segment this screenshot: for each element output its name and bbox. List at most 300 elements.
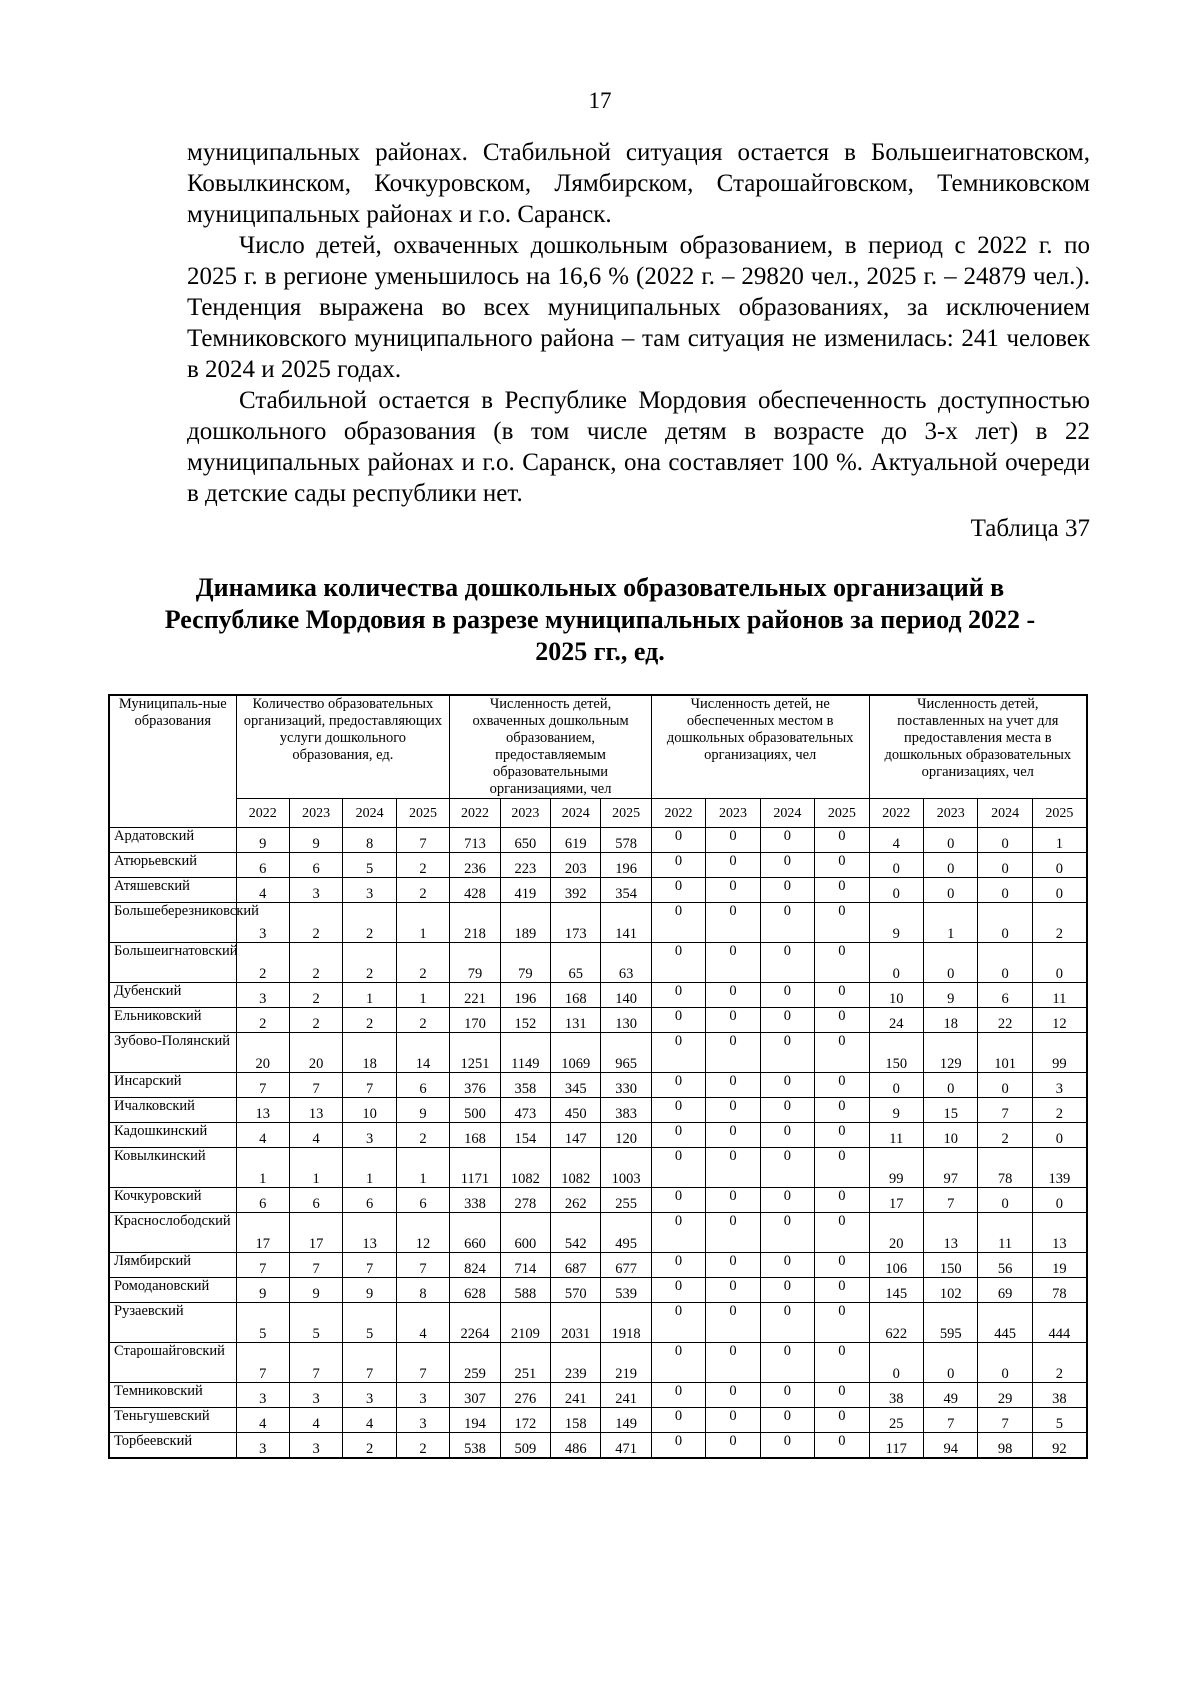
group-header-children-covered: Численность детей, охваченных дошкольным образованием, предоставляемым образовательными организациями, чел (450, 695, 652, 799)
table-cell: 0 (706, 1253, 760, 1278)
table-cell: 0 (706, 1188, 760, 1213)
table-cell: 4 (343, 1408, 396, 1433)
table-cell: 102 (923, 1278, 977, 1303)
table-cell: 7 (923, 1408, 977, 1433)
table-cell: 120 (601, 1123, 651, 1148)
table-cell: 129 (923, 1033, 977, 1073)
table-cell: 0 (815, 1148, 869, 1188)
table-cell: 1 (343, 1148, 396, 1188)
municipality-name: Большеберезниковский (109, 903, 236, 943)
table-cell: 196 (500, 983, 550, 1008)
table-header-row (109, 695, 1087, 799)
table-cell: 6 (343, 1188, 396, 1213)
table-cell: 330 (601, 1073, 651, 1098)
table-cell: 0 (815, 1123, 869, 1148)
table-cell: 12 (1032, 1008, 1087, 1033)
table-cell: 714 (500, 1253, 550, 1278)
table-cell: 1 (396, 903, 449, 943)
paragraph: Число детей, охваченных дошкольным образованием, в период с 2022 г. по 2025 г. в регионе уменьшилось на 16,6 % (2022 г. – 29820 чел., 2025 г. – 24879 чел.). Тенденция выражена во всех муниципальных образованиях, за исключением Темниковского муниципального района – там ситуация не изменилась: 241 человек в 2024 и 2025 годах. (187, 232, 1090, 383)
table-cell: 376 (450, 1073, 500, 1098)
group-header-children-unprovided: Численность детей, не обеспеченных местом в дошкольных образовательных организациях, чел (651, 695, 869, 799)
table-cell: 0 (651, 1213, 705, 1253)
table-cell: 0 (815, 1033, 869, 1073)
table-cell: 7 (289, 1253, 342, 1278)
municipality-name: Инсарский (109, 1073, 236, 1098)
table-cell: 78 (1032, 1278, 1087, 1303)
table-cell: 131 (551, 1008, 601, 1033)
table-cell: 63 (601, 943, 651, 983)
table-cell: 7 (396, 828, 449, 853)
table-cell: 9 (396, 1098, 449, 1123)
table-cell: 2 (1032, 1343, 1087, 1383)
table-cell: 154 (500, 1123, 550, 1148)
table-cell: 2 (396, 1433, 449, 1458)
table-cell: 99 (1032, 1033, 1087, 1073)
year-header: 2022 (869, 799, 923, 828)
table-cell: 29 (978, 1383, 1032, 1408)
table-cell: 428 (450, 878, 500, 903)
table-row (109, 1098, 1087, 1123)
table-cell: 4 (236, 1123, 289, 1148)
table-cell: 17 (289, 1213, 342, 1253)
table-cell: 150 (923, 1253, 977, 1278)
table-cell: 139 (1032, 1148, 1087, 1188)
table-cell: 158 (551, 1408, 601, 1433)
table-cell: 628 (450, 1278, 500, 1303)
table-cell: 0 (815, 1098, 869, 1123)
table-cell: 0 (706, 983, 760, 1008)
table-cell: 6 (289, 853, 342, 878)
table-cell: 0 (760, 1433, 814, 1458)
year-header: 2024 (343, 799, 396, 828)
table-cell: 241 (551, 1383, 601, 1408)
table-cell: 2109 (500, 1303, 550, 1343)
year-header: 2025 (396, 799, 449, 828)
table-cell: 570 (551, 1278, 601, 1303)
table-cell: 0 (651, 1278, 705, 1303)
table-cell: 0 (978, 1188, 1032, 1213)
table-cell: 9 (923, 983, 977, 1008)
table-cell: 140 (601, 983, 651, 1008)
table-cell: 194 (450, 1408, 500, 1433)
table-cell: 0 (760, 1033, 814, 1073)
table-cell: 0 (760, 828, 814, 853)
table-cell: 3 (396, 1408, 449, 1433)
table-cell: 0 (1032, 1123, 1087, 1148)
table-number: Таблица 37 (970, 515, 1090, 542)
table-cell: 358 (500, 1073, 550, 1098)
table-cell: 5 (1032, 1408, 1087, 1433)
table-cell: 7 (343, 1253, 396, 1278)
municipality-name: Большеигнатовский (109, 943, 236, 983)
table-cell: 600 (500, 1213, 550, 1253)
table-cell: 7 (236, 1343, 289, 1383)
table-cell: 7 (396, 1253, 449, 1278)
municipality-name: Кадошкинский (109, 1123, 236, 1148)
table-cell: 152 (500, 1008, 550, 1033)
table-cell: 147 (551, 1123, 601, 1148)
table-cell: 7 (289, 1343, 342, 1383)
table-cell: 0 (760, 1188, 814, 1213)
table-cell: 0 (706, 1433, 760, 1458)
municipality-name: Кочкуровский (109, 1188, 236, 1213)
table-cell: 3 (396, 1383, 449, 1408)
table-cell: 11 (1032, 983, 1087, 1008)
table-cell: 56 (978, 1253, 1032, 1278)
table-cell: 189 (500, 903, 550, 943)
table-cell: 3 (1032, 1073, 1087, 1098)
table-cell: 2 (396, 853, 449, 878)
table-cell: 0 (1032, 853, 1087, 878)
table-cell: 145 (869, 1278, 923, 1303)
table-cell: 0 (869, 853, 923, 878)
table-row (109, 943, 1087, 983)
table-cell: 13 (236, 1098, 289, 1123)
table-cell: 9 (236, 828, 289, 853)
table-cell: 8 (396, 1278, 449, 1303)
table-cell: 0 (651, 1033, 705, 1073)
table-cell: 0 (651, 1148, 705, 1188)
table-cell: 824 (450, 1253, 500, 1278)
table-cell: 0 (760, 1303, 814, 1343)
table-cell: 17 (869, 1188, 923, 1213)
table-cell: 0 (706, 878, 760, 903)
table-cell: 0 (923, 943, 977, 983)
table-cell: 94 (923, 1433, 977, 1458)
table-cell: 1003 (601, 1148, 651, 1188)
table-year-row (109, 799, 1087, 828)
group-header-organizations: Количество образовательных организаций, предоставляющих услуги дошкольного образования, ед. (236, 695, 450, 799)
table-cell: 0 (706, 943, 760, 983)
table-cell: 0 (706, 1008, 760, 1033)
table-cell: 0 (651, 1433, 705, 1458)
table-cell: 3 (343, 878, 396, 903)
table-cell: 2 (343, 943, 396, 983)
table-cell: 168 (551, 983, 601, 1008)
table-cell: 622 (869, 1303, 923, 1343)
table-cell: 0 (706, 1073, 760, 1098)
table-cell: 0 (651, 1188, 705, 1213)
table-title: Динамика количества дошкольных образовательных организаций в Республике Мордовия в разрезе муниципальных районов за период 2022 - 2025 гг., ед. (164, 573, 1036, 666)
table-cell: 3 (236, 983, 289, 1008)
table-cell: 354 (601, 878, 651, 903)
table-cell: 8 (343, 828, 396, 853)
table-cell: 0 (706, 1123, 760, 1148)
year-header: 2023 (923, 799, 977, 828)
table-row (109, 1213, 1087, 1253)
table-cell: 3 (236, 1433, 289, 1458)
table-cell: 49 (923, 1383, 977, 1408)
table-cell: 0 (706, 1303, 760, 1343)
table-cell: 0 (923, 828, 977, 853)
table-cell: 69 (978, 1278, 1032, 1303)
table-cell: 0 (815, 1433, 869, 1458)
table-cell: 20 (289, 1033, 342, 1073)
table-cell: 0 (651, 853, 705, 878)
table-cell: 0 (706, 1033, 760, 1073)
table-cell: 538 (450, 1433, 500, 1458)
table-cell: 9 (289, 828, 342, 853)
table-cell: 0 (760, 1343, 814, 1383)
table-cell: 677 (601, 1253, 651, 1278)
table-cell: 7 (396, 1343, 449, 1383)
table-cell: 236 (450, 853, 500, 878)
table-cell: 20 (236, 1033, 289, 1073)
table-cell: 0 (760, 1073, 814, 1098)
table-cell: 9 (869, 1098, 923, 1123)
table-cell: 650 (500, 828, 550, 853)
year-header: 2022 (236, 799, 289, 828)
table-cell: 0 (651, 983, 705, 1008)
table-cell: 7 (978, 1408, 1032, 1433)
table-cell: 0 (651, 878, 705, 903)
table-cell: 15 (923, 1098, 977, 1123)
table-cell: 619 (551, 828, 601, 853)
table-cell: 0 (815, 853, 869, 878)
table-cell: 495 (601, 1213, 651, 1253)
table-cell: 1 (923, 903, 977, 943)
table-body (109, 828, 1087, 1458)
municipality-name: Темниковский (109, 1383, 236, 1408)
table-cell: 595 (923, 1303, 977, 1343)
table-cell: 0 (760, 1008, 814, 1033)
table-cell: 578 (601, 828, 651, 853)
table-cell: 196 (601, 853, 651, 878)
table-cell: 1 (289, 1148, 342, 1188)
table-cell: 660 (450, 1213, 500, 1253)
table-cell: 2 (1032, 903, 1087, 943)
municipality-name: Старошайговский (109, 1343, 236, 1383)
table-cell: 383 (601, 1098, 651, 1123)
table-cell: 0 (978, 853, 1032, 878)
table-cell: 0 (815, 828, 869, 853)
table-cell: 0 (815, 1213, 869, 1253)
table-cell: 1082 (551, 1148, 601, 1188)
table-cell: 130 (601, 1008, 651, 1033)
table-cell: 141 (601, 903, 651, 943)
table-cell: 6 (396, 1073, 449, 1098)
table-cell: 2 (289, 983, 342, 1008)
table-cell: 2031 (551, 1303, 601, 1343)
table-cell: 2 (236, 943, 289, 983)
table-cell: 2264 (450, 1303, 500, 1343)
table-cell: 17 (236, 1213, 289, 1253)
table-cell: 542 (551, 1213, 601, 1253)
table-cell: 276 (500, 1383, 550, 1408)
table-cell: 1 (396, 983, 449, 1008)
table-cell: 4 (236, 1408, 289, 1433)
table-cell: 0 (760, 1383, 814, 1408)
table-cell: 588 (500, 1278, 550, 1303)
table-cell: 0 (760, 1123, 814, 1148)
table-cell: 0 (651, 1098, 705, 1123)
year-header: 2022 (651, 799, 705, 828)
table-cell: 2 (343, 903, 396, 943)
column-header-municipality: Муниципаль-ные образования (109, 695, 236, 828)
table-cell: 4 (869, 828, 923, 853)
table-cell: 9 (343, 1278, 396, 1303)
table-cell: 1 (236, 1148, 289, 1188)
table-cell: 0 (651, 828, 705, 853)
table-row (109, 983, 1087, 1008)
table-cell: 0 (651, 1408, 705, 1433)
table-cell: 965 (601, 1033, 651, 1073)
table-row (109, 1253, 1087, 1278)
table-cell: 4 (236, 878, 289, 903)
table-cell: 13 (1032, 1213, 1087, 1253)
table-cell: 0 (760, 1253, 814, 1278)
table-cell: 0 (706, 1343, 760, 1383)
table-cell: 2 (289, 903, 342, 943)
table-cell: 0 (815, 1188, 869, 1213)
year-header: 2025 (1032, 799, 1087, 828)
table-cell: 7 (343, 1343, 396, 1383)
table-row (109, 903, 1087, 943)
table-cell: 0 (651, 1383, 705, 1408)
group-header-children-registered: Численность детей, поставленных на учет для предоставления места в дошкольных образовательных организациях, чел (869, 695, 1087, 799)
table-cell: 12 (396, 1213, 449, 1253)
table-cell: 419 (500, 878, 550, 903)
table-cell: 0 (869, 1343, 923, 1383)
table-cell: 79 (500, 943, 550, 983)
municipality-name: Ромодановский (109, 1278, 236, 1303)
year-header: 2023 (706, 799, 760, 828)
table-cell: 0 (760, 1278, 814, 1303)
table-cell: 0 (651, 1008, 705, 1033)
table-cell: 117 (869, 1433, 923, 1458)
table-cell: 0 (706, 828, 760, 853)
table-cell: 2 (289, 1008, 342, 1033)
table-cell: 4 (289, 1408, 342, 1433)
table-cell: 0 (760, 983, 814, 1008)
table-cell: 0 (978, 1073, 1032, 1098)
table-row (109, 1383, 1087, 1408)
table-row (109, 1303, 1087, 1343)
table-row (109, 1033, 1087, 1073)
paragraph: Стабильной остается в Республике Мордовия обеспеченность доступностью дошкольного образования (в том числе детям в возрасте до 3-х лет) в 22 муниципальных районах и г.о. Саранск, она составляет 100 %. Актуальной очереди в детские сады республики нет. (187, 387, 1090, 507)
table-row (109, 878, 1087, 903)
table-cell: 1171 (450, 1148, 500, 1188)
table-cell: 150 (869, 1033, 923, 1073)
table-row (109, 1343, 1087, 1383)
table-cell: 0 (706, 853, 760, 878)
table-cell: 1 (396, 1148, 449, 1188)
municipality-name: Рузаевский (109, 1303, 236, 1343)
table-cell: 6 (396, 1188, 449, 1213)
table-cell: 7 (923, 1188, 977, 1213)
table-cell: 0 (815, 983, 869, 1008)
table-cell: 2 (343, 1008, 396, 1033)
page-number: 17 (588, 88, 612, 113)
table-cell: 18 (343, 1033, 396, 1073)
table-cell: 0 (923, 853, 977, 878)
year-header: 2025 (601, 799, 651, 828)
table-cell: 9 (869, 903, 923, 943)
table-cell: 0 (1032, 1188, 1087, 1213)
table-cell: 0 (760, 853, 814, 878)
table-cell: 2 (236, 1008, 289, 1033)
table-cell: 0 (1032, 878, 1087, 903)
table-cell: 173 (551, 903, 601, 943)
table-cell: 65 (551, 943, 601, 983)
municipality-name: Теньгушевский (109, 1408, 236, 1433)
year-header: 2022 (450, 799, 500, 828)
paragraph: муниципальных районах. Стабильной ситуация остается в Большеигнатовском, Ковылкинском, Кочкуровском, Лямбирском, Старошайговском, Темниковском муниципальных районах и г.о. Саранск. (187, 139, 1090, 228)
table-cell: 0 (706, 1383, 760, 1408)
table-cell: 223 (500, 853, 550, 878)
table-cell: 500 (450, 1098, 500, 1123)
table-cell: 0 (651, 903, 705, 943)
table-cell: 0 (815, 1073, 869, 1098)
municipality-name: Дубенский (109, 983, 236, 1008)
table-cell: 0 (923, 1343, 977, 1383)
table-cell: 2 (396, 1008, 449, 1033)
table-cell: 24 (869, 1008, 923, 1033)
table-cell: 3 (343, 1383, 396, 1408)
table-cell: 1069 (551, 1033, 601, 1073)
table-cell: 0 (869, 943, 923, 983)
table-cell: 262 (551, 1188, 601, 1213)
table-cell: 0 (815, 1383, 869, 1408)
table-cell: 3 (236, 1383, 289, 1408)
table-cell: 79 (450, 943, 500, 983)
table-cell: 509 (500, 1433, 550, 1458)
table-cell: 221 (450, 983, 500, 1008)
table-cell: 168 (450, 1123, 500, 1148)
year-header: 2024 (551, 799, 601, 828)
data-table (108, 694, 1088, 1459)
year-header: 2023 (289, 799, 342, 828)
municipality-name: Торбеевский (109, 1433, 236, 1458)
municipality-name: Зубово-Полянский (109, 1033, 236, 1073)
table-row (109, 1148, 1087, 1188)
table-cell: 172 (500, 1408, 550, 1433)
table-cell: 0 (760, 1098, 814, 1123)
table-cell: 219 (601, 1343, 651, 1383)
table-cell: 19 (1032, 1253, 1087, 1278)
table-cell: 0 (651, 1123, 705, 1148)
table-cell: 0 (1032, 943, 1087, 983)
table-cell: 1 (1032, 828, 1087, 853)
table-cell: 0 (760, 878, 814, 903)
table-row (109, 1073, 1087, 1098)
year-header: 2024 (760, 799, 814, 828)
table-cell: 445 (978, 1303, 1032, 1343)
table-cell: 4 (396, 1303, 449, 1343)
table-cell: 0 (815, 1408, 869, 1433)
table-cell: 0 (923, 878, 977, 903)
year-header: 2025 (815, 799, 869, 828)
table-cell: 7 (289, 1073, 342, 1098)
table-cell: 38 (869, 1383, 923, 1408)
table-cell: 0 (815, 1253, 869, 1278)
table-row (109, 1123, 1087, 1148)
table-cell: 251 (500, 1343, 550, 1383)
table-cell: 13 (923, 1213, 977, 1253)
table-cell: 255 (601, 1188, 651, 1213)
table-cell: 0 (869, 1073, 923, 1098)
table-cell: 0 (706, 1408, 760, 1433)
table-row (109, 1408, 1087, 1433)
table-cell: 0 (760, 1213, 814, 1253)
table-cell: 486 (551, 1433, 601, 1458)
table-cell: 0 (815, 943, 869, 983)
table-cell: 7 (236, 1073, 289, 1098)
table-cell: 444 (1032, 1303, 1087, 1343)
table-cell: 203 (551, 853, 601, 878)
table-cell: 149 (601, 1408, 651, 1433)
table-cell: 9 (289, 1278, 342, 1303)
